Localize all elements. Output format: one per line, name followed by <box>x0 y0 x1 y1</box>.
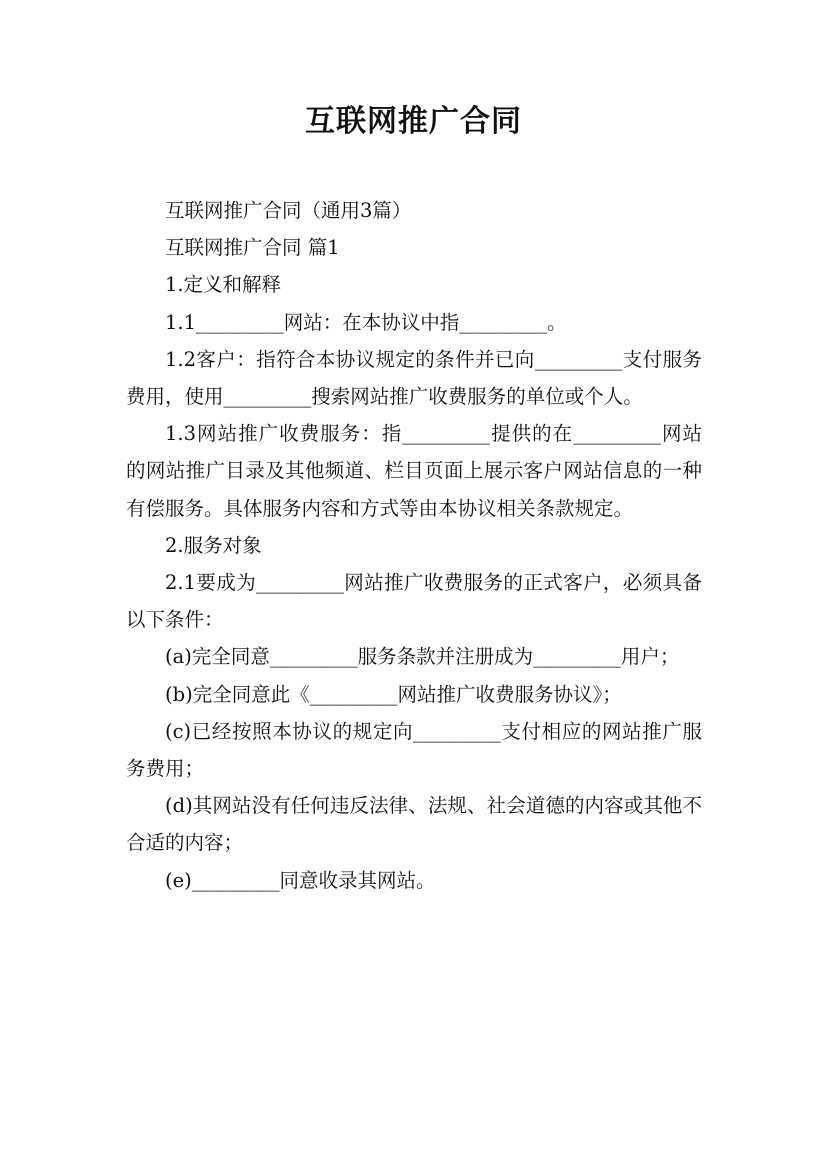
paragraph-condition-b: (b)完全同意此《_________网站推广收费服务协议》； <box>165 682 622 706</box>
document-body <box>126 192 702 899</box>
paragraph-clause-2: 2.服务对象 <box>165 533 262 557</box>
paragraph-condition-e: (e)_________同意收录其网站。 <box>165 868 436 892</box>
paragraph-clause-1-1: 1.1_________网站：在本协议中指_________。 <box>165 310 567 334</box>
paragraph-condition-c: (c)已经按照本协议的规定向_________支付相应的网站推广服务费用； <box>126 719 702 781</box>
paragraph-clause-1-3: 1.3网站推广收费服务：指_________提供的在_________网站的网站推广目录及其他频道、栏目页面上展示客户网站信息的一种有偿服务。具体服务内容和方式等由本协议相关条款规定。 <box>126 422 702 520</box>
paragraph-clause-1: 1.定义和解释 <box>165 273 282 297</box>
document-title: 互联网推广合同 <box>305 104 522 139</box>
paragraph-clause-2-1: 2.1要成为_________网站推广收费服务的正式客户，必须具备以下条件： <box>126 571 702 632</box>
paragraph-heading: 互联网推广合同（通用3篇） <box>165 199 412 222</box>
paragraph-condition-d: (d)其网站没有任何违反法律、法规、社会道德的内容或其他不合适的内容； <box>126 794 702 855</box>
paragraph-clause-1-2: 1.2客户：指符合本协议规定的条件并已向_________支付服务费用，使用_________搜索网站推广收费服务的单位或个人。 <box>126 347 702 409</box>
paragraph-section-title: 互联网推广合同 篇1 <box>165 236 340 260</box>
paragraph-condition-a: (a)完全同意_________服务条款并注册成为_________用户； <box>165 645 680 669</box>
